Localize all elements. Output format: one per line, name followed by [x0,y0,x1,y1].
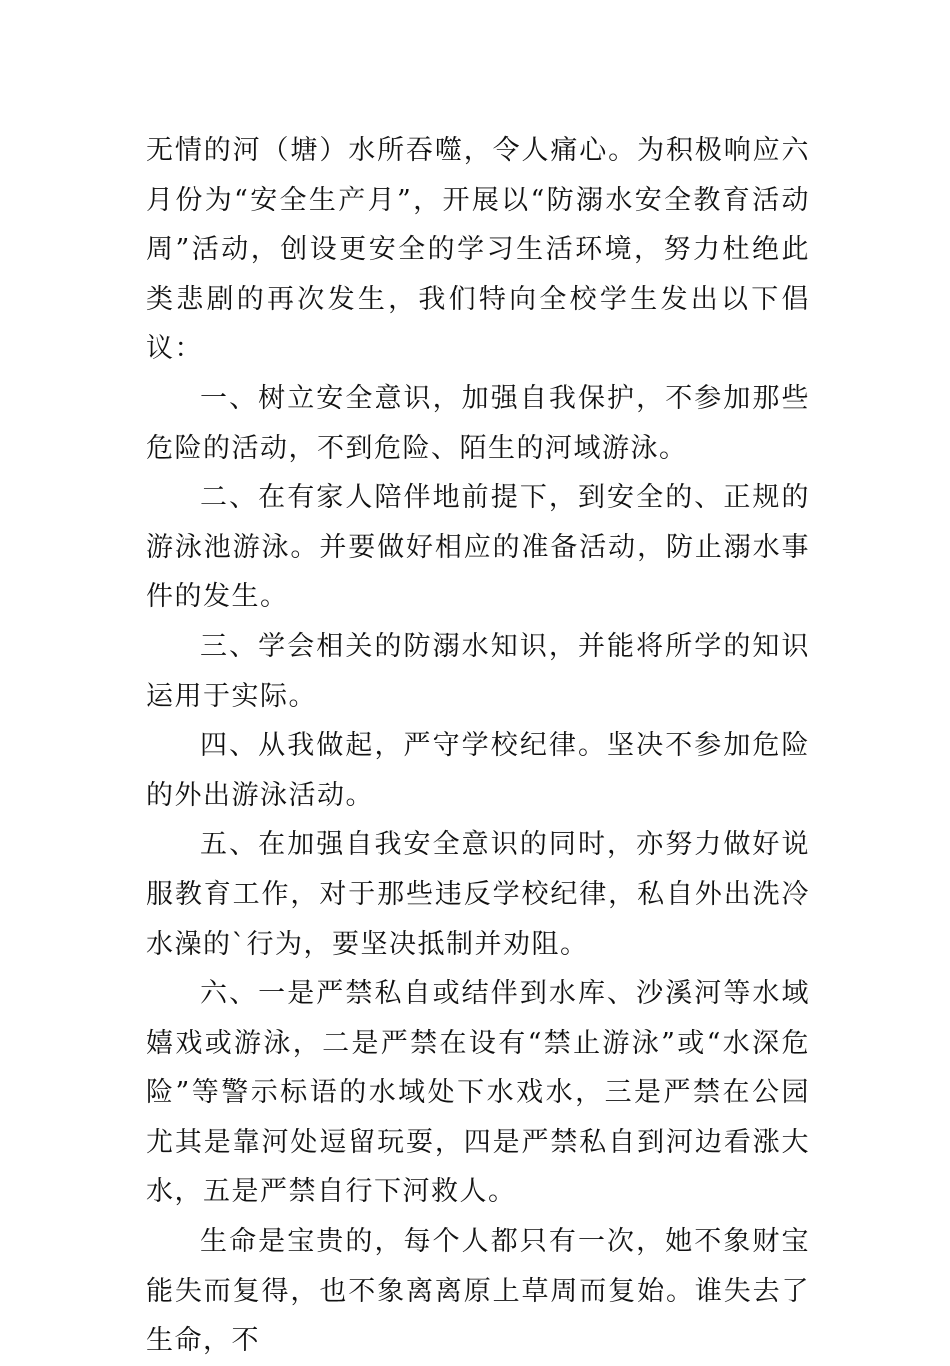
document-body [146,126,810,1366]
paragraph-intro-continued: 无情的河（塘）水所吞噬，令人痛心。为积极响应六月份为“安全生产月”，开展以“防溺水安全教育活动周”活动，创设更安全的学习生活环境，努力杜绝此类悲剧的再次发生，我们特向全校学生发出以下倡议： [146,135,810,365]
paragraph-item-5: 五、在加强自我安全意识的同时，亦努力做好说服教育工作，对于那些违反学校纪律，私自外出洗冷水澡的`行为，要坚决抵制并劝阻。 [146,829,810,960]
paragraph-conclusion: 生命是宝贵的，每个人都只有一次，她不象财宝能失而复得，也不象离离原上草周而复始。谁失去了生命，不 [146,1226,810,1357]
paragraph-item-2: 二、在有家人陪伴地前提下，到安全的、正规的游泳池游泳。并要做好相应的准备活动，防止溺水事件的发生。 [146,482,810,613]
paragraph-item-3: 三、学会相关的防溺水知识，并能将所学的知识运用于实际。 [146,630,810,712]
paragraph-item-1: 一、树立安全意识，加强自我保护，不参加那些危险的活动，不到危险、陌生的河域游泳。 [146,382,810,464]
paragraph-item-4: 四、从我做起，严守学校纪律。坚决不参加危险的外出游泳活动。 [146,730,810,811]
paragraph-item-6: 六、一是严禁私自或结伴到水库、沙溪河等水域嬉戏或游泳，二是严禁在设有“禁止游泳”或“水深危险”等警示标语的水域处下水戏水，三是严禁在公园尤其是靠河处逗留玩耍，四是严禁私自到河边看涨大水，五是严禁自行下河救人。 [146,978,810,1208]
